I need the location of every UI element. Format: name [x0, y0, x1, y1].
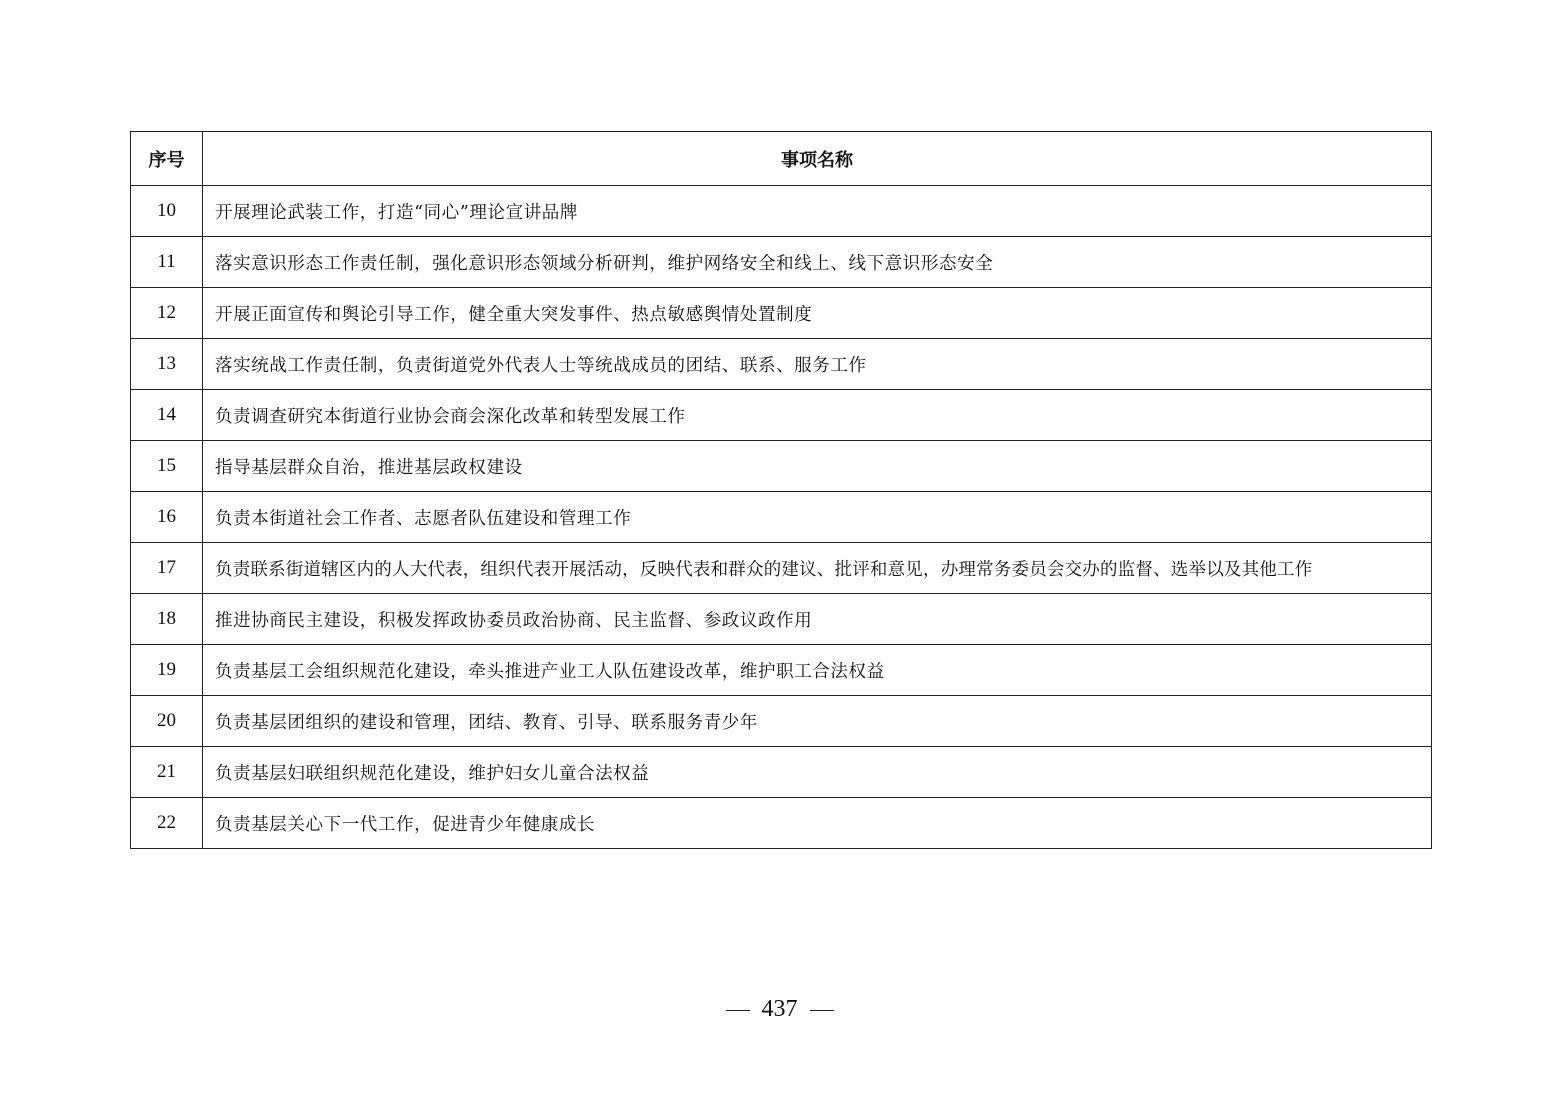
row-serial-number: 14 — [131, 390, 203, 441]
table-row — [131, 696, 1432, 747]
row-serial-number: 11 — [131, 237, 203, 288]
table-row — [131, 798, 1432, 849]
page-number-left-dash — [726, 1010, 750, 1011]
row-serial-number: 10 — [131, 186, 203, 237]
row-serial-number: 19 — [131, 645, 203, 696]
row-item-name: 负责基层工会组织规范化建设，牵头推进产业工人队伍建设改革，维护职工合法权益 — [203, 645, 1432, 696]
row-item-name: 推进协商民主建设，积极发挥政协委员政治协商、民主监督、参政议政作用 — [203, 594, 1432, 645]
row-serial-number: 21 — [131, 747, 203, 798]
row-serial-number: 12 — [131, 288, 203, 339]
table-header-row — [131, 132, 1432, 186]
header-serial-number: 序号 — [131, 132, 203, 186]
row-item-name: 负责调查研究本街道行业协会商会深化改革和转型发展工作 — [203, 390, 1432, 441]
items-table — [130, 131, 1432, 849]
row-item-name: 指导基层群众自治，推进基层政权建设 — [203, 441, 1432, 492]
row-serial-number: 22 — [131, 798, 203, 849]
table-row — [131, 492, 1432, 543]
row-item-name: 开展理论武装工作，打造“同心”理论宣讲品牌 — [203, 186, 1432, 237]
table-row — [131, 237, 1432, 288]
row-item-name: 落实意识形态工作责任制，强化意识形态领域分析研判，维护网络安全和线上、线下意识形态安全 — [203, 237, 1432, 288]
row-item-name: 负责联系街道辖区内的人大代表，组织代表开展活动，反映代表和群众的建议、批评和意见，办理常务委员会交办的监督、选举以及其他工作 — [203, 543, 1432, 594]
row-item-name: 开展正面宣传和舆论引导工作，健全重大突发事件、热点敏感舆情处置制度 — [203, 288, 1432, 339]
row-item-name: 负责基层妇联组织规范化建设，维护妇女儿童合法权益 — [203, 747, 1432, 798]
row-item-name: 负责本街道社会工作者、志愿者队伍建设和管理工作 — [203, 492, 1432, 543]
page-number: 437 — [761, 996, 798, 1022]
header-item-name: 事项名称 — [203, 132, 1432, 186]
row-item-name: 落实统战工作责任制，负责街道党外代表人士等统战成员的团结、联系、服务工作 — [203, 339, 1432, 390]
table-row — [131, 288, 1432, 339]
row-item-name: 负责基层关心下一代工作，促进青少年健康成长 — [203, 798, 1432, 849]
row-serial-number: 18 — [131, 594, 203, 645]
table-row — [131, 645, 1432, 696]
table-row — [131, 390, 1432, 441]
page-footer — [0, 996, 1559, 1023]
row-serial-number: 20 — [131, 696, 203, 747]
table-row — [131, 339, 1432, 390]
row-serial-number: 13 — [131, 339, 203, 390]
table-row — [131, 186, 1432, 237]
table-row — [131, 441, 1432, 492]
row-serial-number: 16 — [131, 492, 203, 543]
table-row — [131, 747, 1432, 798]
row-serial-number: 15 — [131, 441, 203, 492]
page-number-right-dash — [810, 1010, 834, 1011]
table-row — [131, 594, 1432, 645]
row-serial-number: 17 — [131, 543, 203, 594]
table-row — [131, 543, 1432, 594]
row-item-name: 负责基层团组织的建设和管理，团结、教育、引导、联系服务青少年 — [203, 696, 1432, 747]
